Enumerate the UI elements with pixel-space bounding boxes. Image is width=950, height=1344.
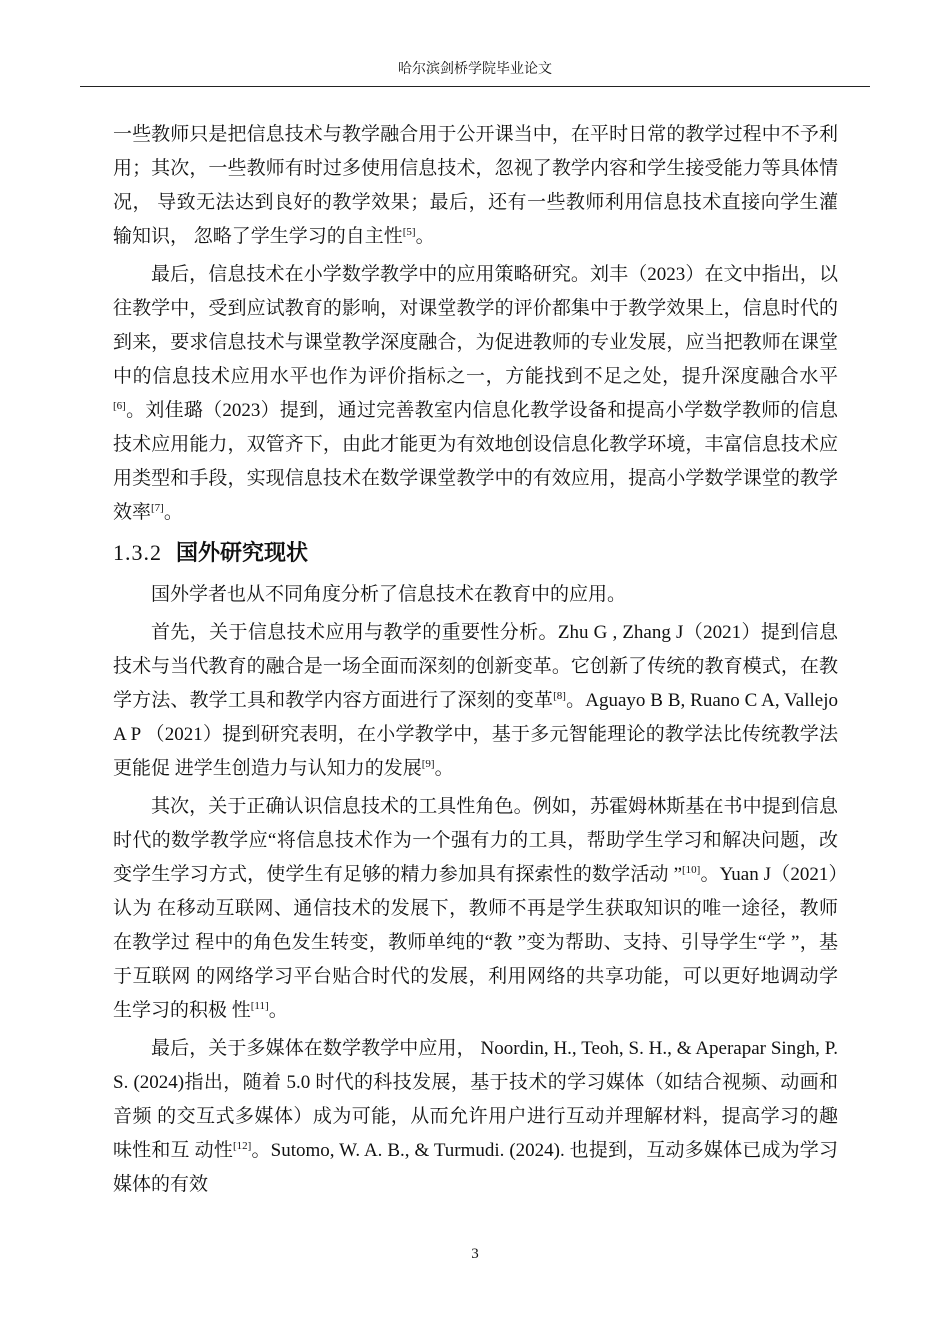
paragraph-text: 一些教师只是把信息技术与教学融合用于公开课当中，在平时日常的教学过程中不予利用；其次，一些教师有时过多使用信息技术，忽视了教学内容和学生接受能力等具体情况， 导致无法达到良好的教学效果；最后，还有一些教师利用信息技术直接向学生灌输知识， 忽略了学生学习的自主性 (113, 124, 838, 247)
paragraph-text: 最后，关于多媒体在数学教学中应用， Noordin, H., Teoh, S. H., & Aperapar Singh, P. S. (2024)指出，随着 5.0 时代的科技发展，基于技术的学习媒体（如结合视频、动画和音频 的交互式多媒体）成为可能，从而允许用户进行互动并理解材料，提高学习的趣味性和互 动性 (113, 1038, 838, 1161)
paragraph-text: 。Sutomo, W. A. B., & Turmudi. (2024). 也提到，互动多媒体已成为学习媒体的有效 (113, 1140, 838, 1195)
body-paragraph (113, 790, 838, 1028)
paragraph-text: 。Aguayo B B, Ruano C A, Vallejo A P （2021）提到研究表明，在小学教学中，基于多元智能理论的教学法比传统教学法更能促 进学生创造力与认知力的发展 (113, 690, 838, 779)
page-header (80, 60, 870, 87)
body-paragraph (113, 1032, 838, 1202)
citation-ref: [7] (151, 502, 164, 514)
thesis-body (113, 118, 838, 1206)
citation-ref: [12] (233, 1140, 252, 1152)
paragraph-text: 。 (434, 758, 454, 779)
paragraph-text: 。刘佳璐（2023）提到，通过完善教室内信息化教学设备和提高小学数学教师的信息技术应用能力，双管齐下，由此才能更为有效地创设信息化教学环境，丰富信息技术应用类型和手段，实现信息技术在数学课堂教学中的有效应用，提高小学数学课堂的教学效率 (113, 400, 838, 523)
body-paragraph (113, 118, 838, 254)
section-number: 1.3.2 (113, 540, 162, 565)
header-title: 哈尔滨剑桥学院毕业论文 (398, 62, 552, 77)
body-paragraph (113, 578, 838, 612)
citation-ref: [6] (113, 400, 126, 412)
paragraph-text: 最后，信息技术在小学数学教学中的应用策略研究。刘丰（2023）在文中指出，以往教学中，受到应试教育的影响，对课堂教学的评价都集中于教学效果上，信息时代的到来，要求信息技术与课堂教学深度融合，为促进教师的专业发展，应当把教师在课堂中的信息技术应用水平也作为评价指标之一，方能找到不足之处，提升深度融合水平 (113, 264, 838, 387)
citation-ref: [10] (682, 864, 701, 876)
paragraph-text: 。Yuan J（2021）认为 在移动互联网、通信技术的发展下，教师不再是学生获取知识的唯一途径，教师在教学过 程中的角色发生转变，教师单纯的“教 ”变为帮助、支持、引导学生“学 ”，基于互联网 的网络学习平台贴合时代的发展，利用网络的共享功能，可以更好地调动学生学习的积极 性 (113, 864, 839, 1021)
body-paragraph (113, 616, 838, 786)
citation-ref: [11] (250, 1000, 269, 1012)
citation-ref: [5] (402, 226, 416, 238)
citation-ref: [8] (553, 690, 566, 702)
paragraph-text: 。 (415, 226, 435, 247)
page-number: 3 (471, 1246, 479, 1262)
section-heading (113, 534, 838, 572)
paragraph-text: 国外学者也从不同角度分析了信息技术在教育中的应用。 (151, 584, 627, 605)
paragraph-text: 。 (163, 502, 183, 523)
body-paragraph (113, 258, 838, 530)
citation-ref: [9] (421, 758, 435, 770)
paragraph-text: 其次，关于正确认识信息技术的工具性角色。例如，苏霍姆林斯基在书中提到信息时代的数学教学应“将信息技术作为一个强有力的工具，帮助学生学习和解决问题，改变学生学习方式，使学生有足够的精力参加具有探索性的数学活动 ” (113, 796, 838, 885)
page-footer (0, 1244, 950, 1264)
paragraph-text: 首先，关于信息技术应用与教学的重要性分析。Zhu G , Zhang J（2021）提到信息技术与当代教育的融合是一场全面而深刻的创新变革。它创新了传统的教育模式，在教学方法、教学工具和教学内容方面进行了深刻的变革 (113, 622, 838, 711)
paragraph-text: 。 (268, 1000, 288, 1021)
section-title: 国外研究现状 (176, 540, 309, 565)
